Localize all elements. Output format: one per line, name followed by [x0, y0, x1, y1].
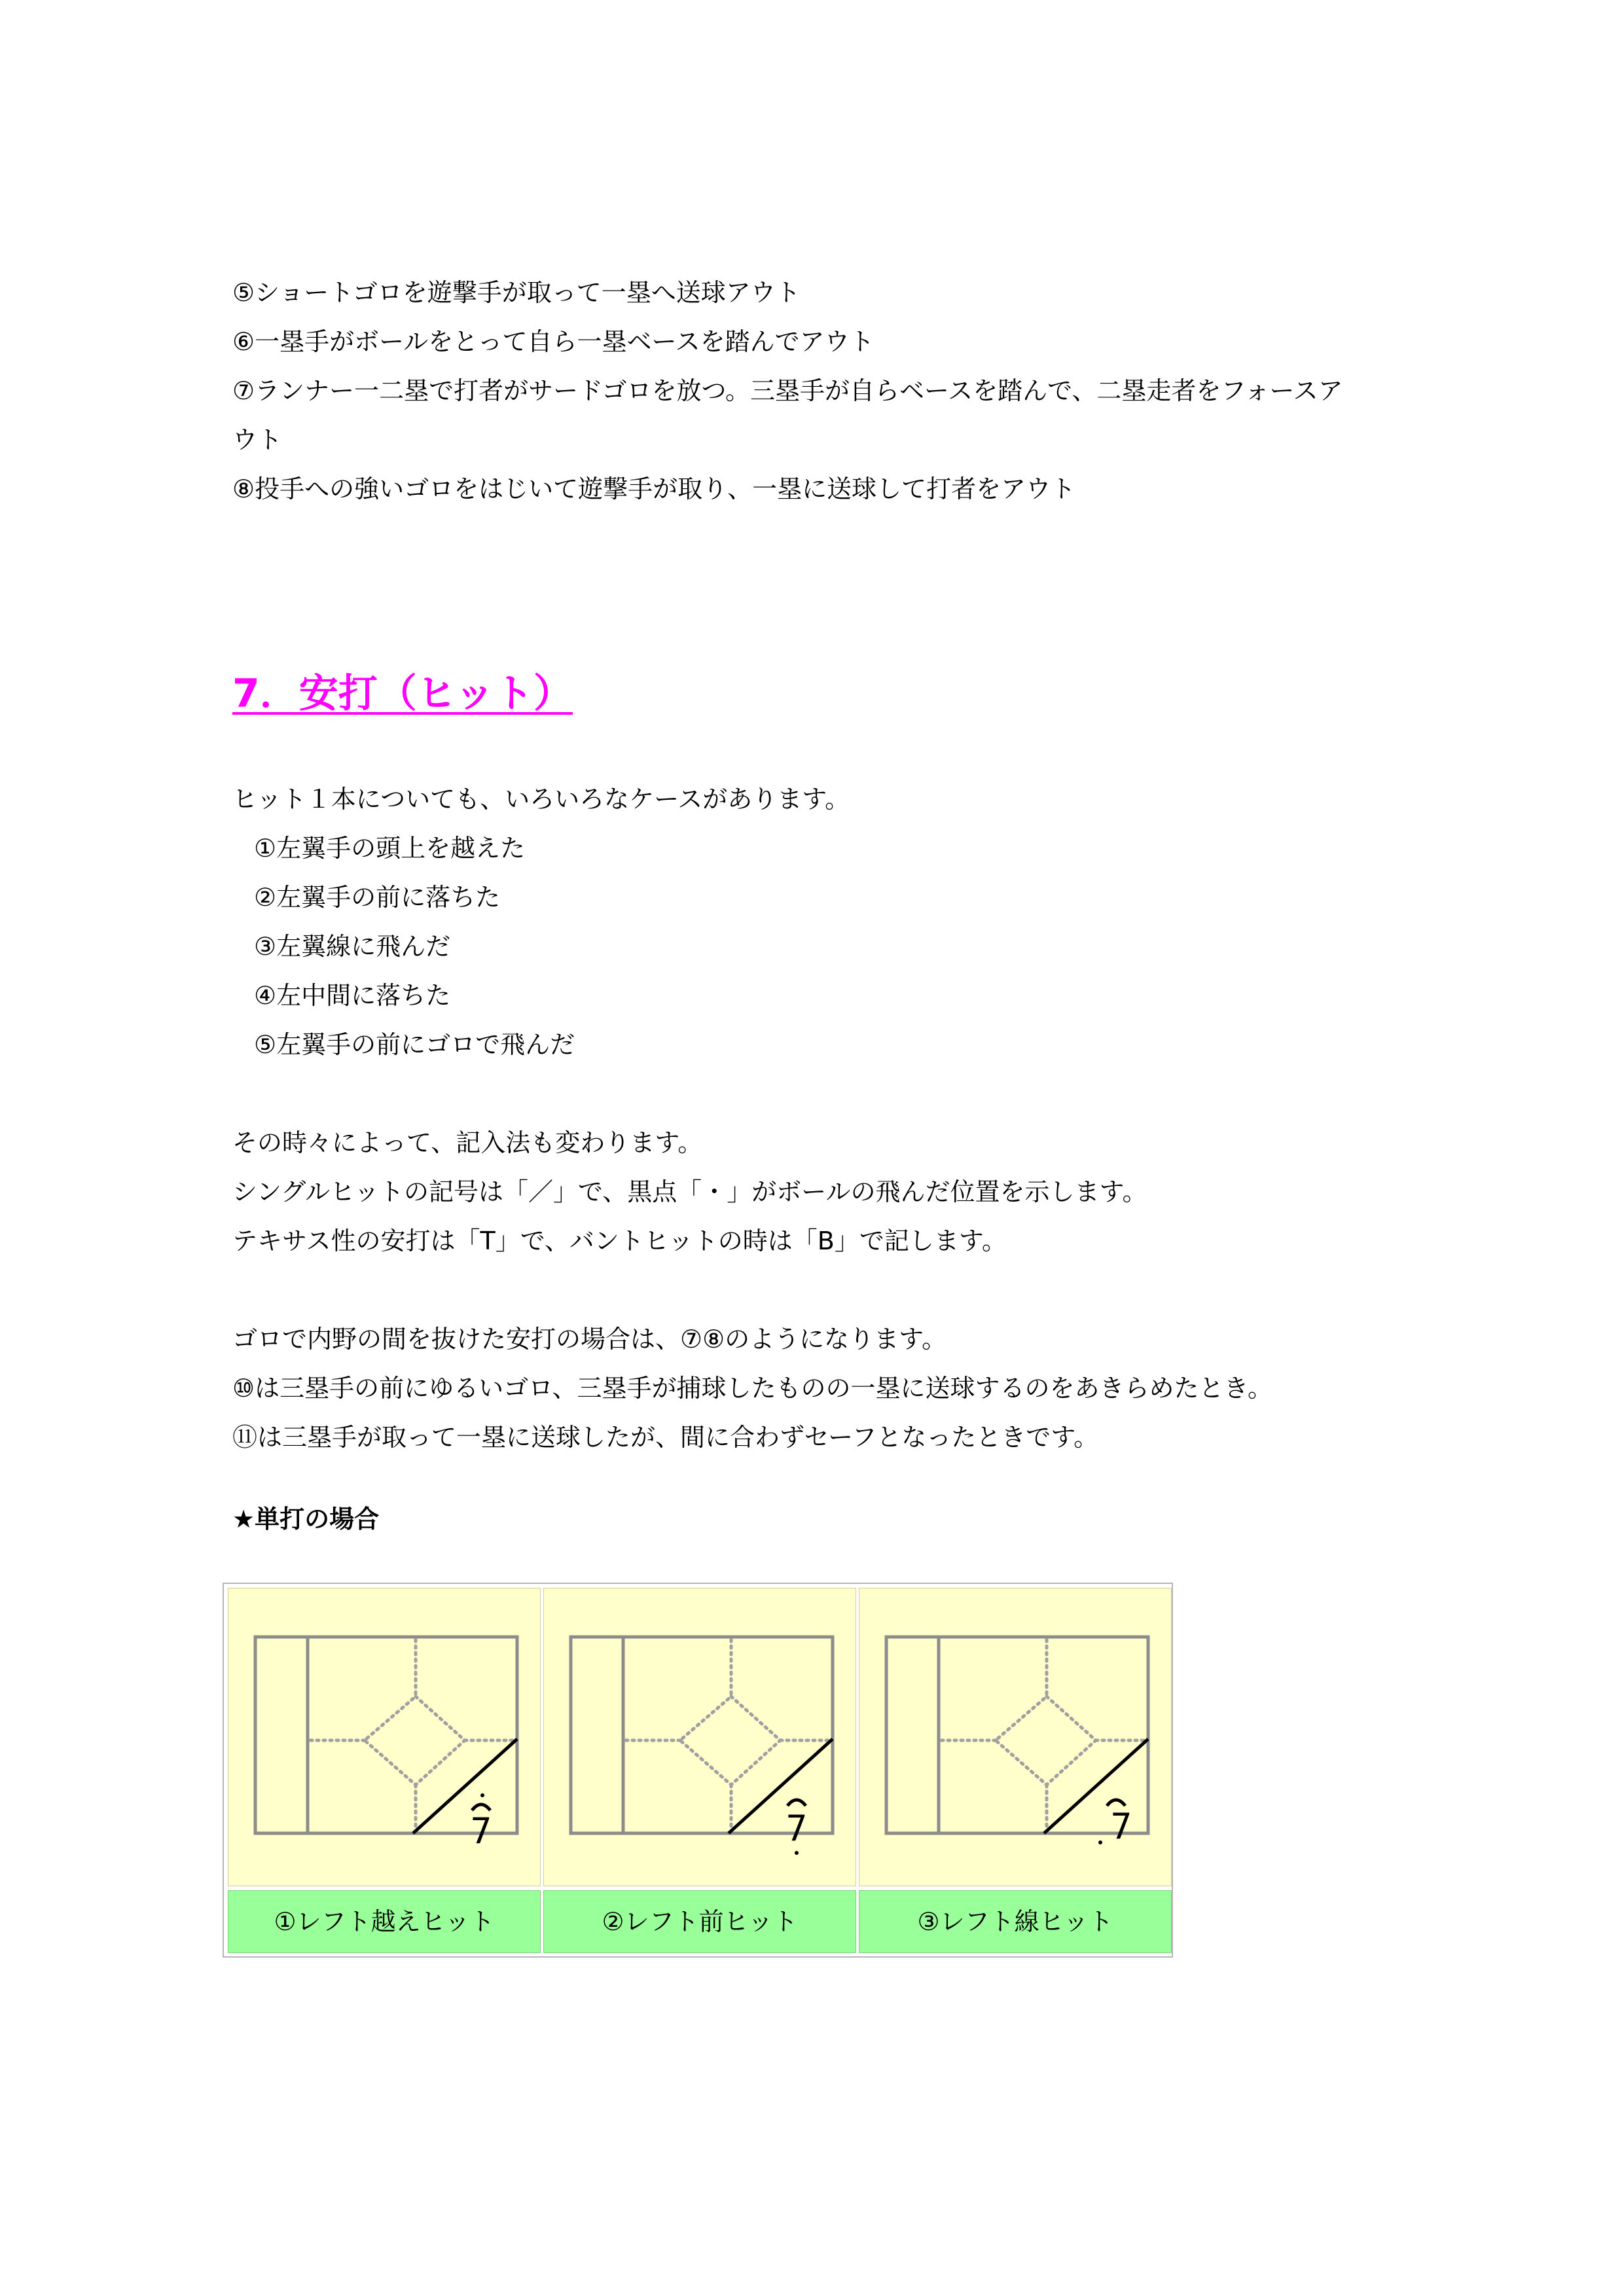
score-cell: [543, 1588, 856, 1886]
text-line: シングルヒットの記号は「／」で、黒点「・」がボールの飛んだ位置を示します。: [232, 1177, 1147, 1206]
list-item: ④左中間に落ちた: [254, 981, 451, 1010]
text-line: テキサス性の安打は「T」で、バントヒットの時は「B」で記します。: [232, 1227, 1007, 1255]
text-line: ⑪は三塁手が取って一塁に送球したが、間に合わずセーフとなったときです。: [232, 1423, 1099, 1452]
score-caption: ②レフト前ヒット: [543, 1890, 856, 1953]
score-caption: ①レフト越えヒット: [228, 1890, 541, 1953]
list-item: ②左翼手の前に落ちた: [254, 883, 501, 912]
list-item: ①左翼手の頭上を越えた: [254, 834, 526, 863]
text-line: ⑦ランナー一二塁で打者がサードゴロを放つ。三塁手が自らベースを踏んで、二塁走者をフォースア: [232, 376, 1343, 405]
score-table: [223, 1583, 1173, 1958]
text-line: ウト: [232, 425, 283, 454]
fielder-number: 7: [785, 1808, 808, 1849]
fielder-number: 7: [1110, 1806, 1132, 1847]
score-cell: [859, 1588, 1172, 1886]
text-line: その時々によって、記入法も変わります。: [232, 1128, 703, 1157]
list-item: ⑤左翼手の前にゴロで飛んだ: [254, 1030, 575, 1059]
ball-dot: [480, 1793, 484, 1797]
text-line: ⑧投手への強いゴロをはじいて遊撃手が取り、一塁に送球して打者をアウト: [232, 475, 1076, 503]
score-cell: [228, 1588, 541, 1886]
subsection-title: ★単打の場合: [232, 1505, 380, 1534]
score-caption: ③レフト線ヒット: [859, 1890, 1172, 1953]
list-item: ③左翼線に飛んだ: [254, 932, 451, 961]
score-diagram: [228, 1588, 541, 1887]
text-line: ⑤ショートゴロを遊撃手が取って一塁へ送球アウト: [232, 278, 801, 307]
text-line: ゴロで内野の間を抜けた安打の場合は、⑦⑧のようになります。: [232, 1325, 947, 1354]
hit-intro: ヒット１本についても、いろいろなケースがあります。: [232, 785, 850, 814]
text-line: ⑩は三塁手の前にゆるいゴロ、三塁手が捕球したものの一塁に送球するのをあきらめたとき。: [232, 1374, 1273, 1403]
score-diagram: [544, 1588, 857, 1887]
text-line: ⑥一塁手がボールをとって自ら一塁ベースを踏んでアウト: [232, 327, 875, 356]
section-heading: 7．安打（ヒット）: [232, 671, 573, 717]
score-diagram: [859, 1588, 1172, 1887]
fielder-number: 7: [470, 1810, 492, 1852]
ball-dot: [1098, 1840, 1102, 1844]
ball-dot: [795, 1851, 799, 1855]
